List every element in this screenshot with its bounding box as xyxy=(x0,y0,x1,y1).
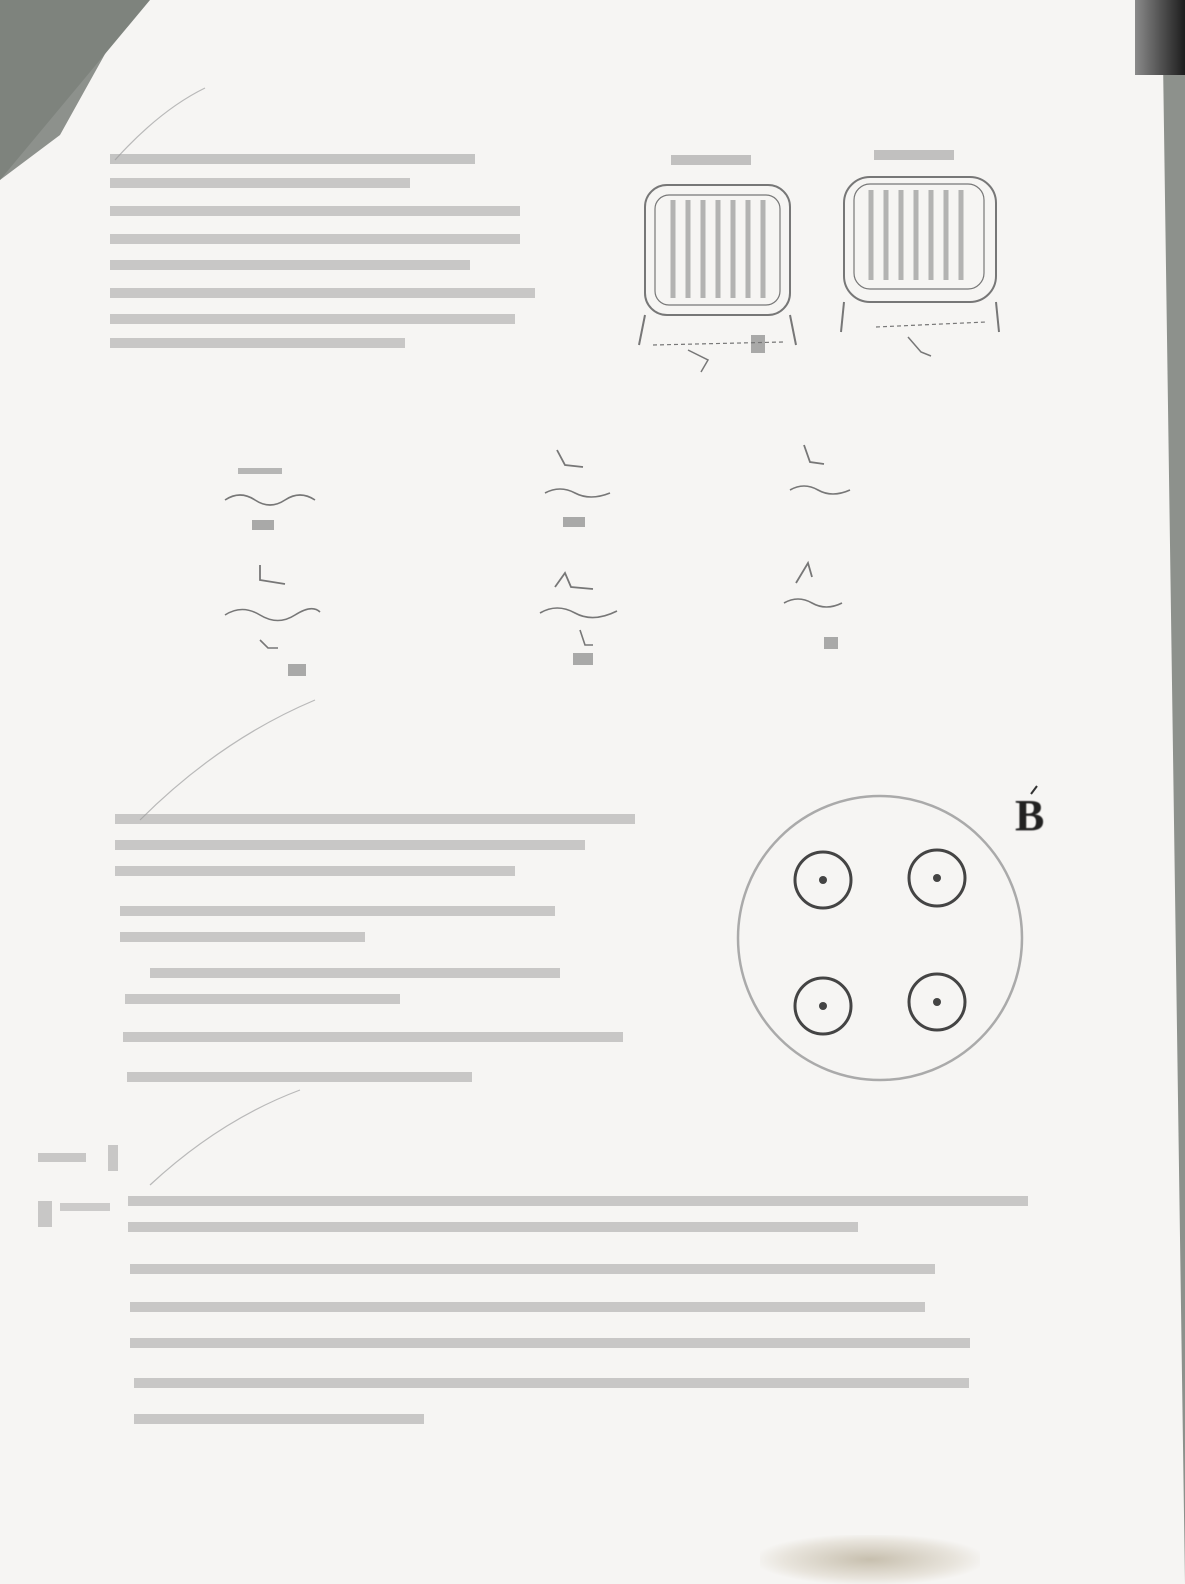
question-2-options xyxy=(120,902,640,914)
question-3-side-notes-smudge xyxy=(38,1145,138,1235)
option-diagram xyxy=(778,555,868,660)
question-3-text-smudge xyxy=(128,1192,1048,1442)
question-2-text-smudge xyxy=(115,810,655,1100)
magnetic-field-figure xyxy=(735,790,1035,1100)
wire-out-of-page-icon xyxy=(795,852,851,908)
option-diagram xyxy=(782,440,862,510)
field-symbol: B xyxy=(1015,791,1045,840)
coil-right-label-smudge xyxy=(874,150,954,160)
wire-out-of-page-icon xyxy=(795,978,851,1034)
coil-figure-left xyxy=(633,150,803,390)
option-diagram xyxy=(220,560,330,685)
coil-left-label-smudge xyxy=(671,155,751,165)
wire-out-of-page-icon xyxy=(909,974,965,1030)
field-region-circle xyxy=(738,796,1022,1080)
option-diagram xyxy=(220,465,330,535)
option-diagram xyxy=(535,565,635,675)
wire-out-of-page-icon xyxy=(909,850,965,906)
question-1-text-smudge xyxy=(110,148,550,348)
option-diagram xyxy=(535,445,625,535)
coil-figure-right xyxy=(836,142,1011,372)
